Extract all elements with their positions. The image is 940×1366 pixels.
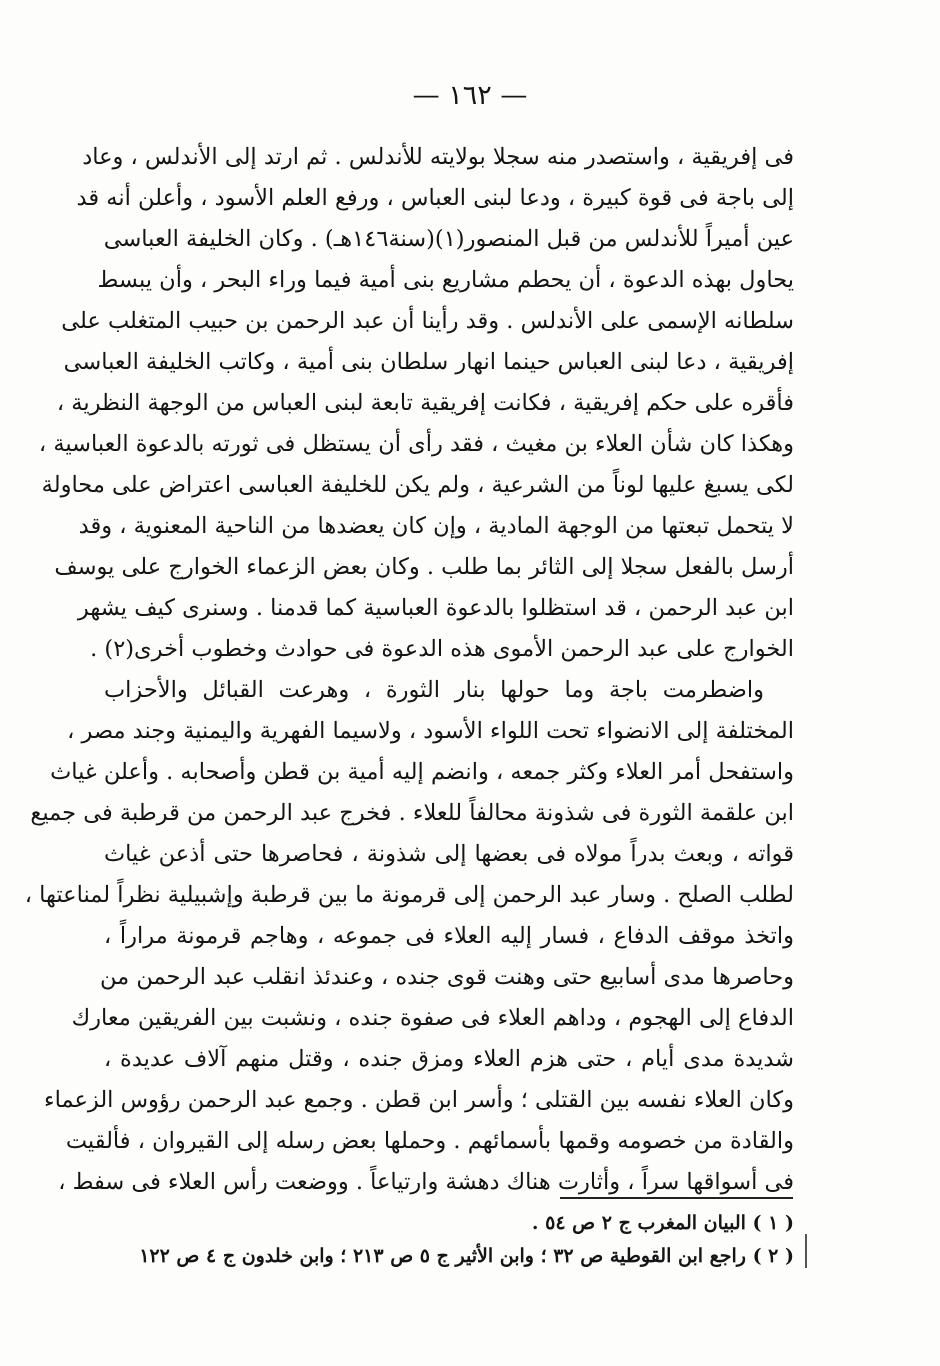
text-line: وكان العلاء نفسه بين القتلى ؛ وأسر ابن قطن . وجمع عبد الرحمن رؤوس الزعماء: [44, 1087, 794, 1113]
text-line: لا يتحمل تبعتها من الوجهة المادية ، وإن كان يعضدها من الناحية المعنوية ، وقد: [78, 513, 794, 539]
margin-mark: [805, 1234, 807, 1268]
text-line: إلى باجة فى قوة كبيرة ، ودعا لبنى العباس ، ورفع العلم الأسود ، وأعلن أنه قد: [76, 185, 794, 211]
footnote-2: ( ٢ ) راجع ابن القوطية ص ٣٢ ؛ وابن الأثير ج ٥ ص ٢١٣ ؛ وابن خلدون ج ٤ ص ١٢٢: [139, 1245, 794, 1267]
text-line: يحاول بهذه الدعوة ، أن يحطم مشاريع بنى أمية فيما وراء البحر ، وأن يبسط: [97, 267, 794, 293]
text-line: واستفحل أمر العلاء وكثر جمعه ، وانضم إليه أمية بن قطن وأصحابه . وأعلن غياث: [50, 759, 794, 785]
text-line: واتخذ موقف الدفاع ، فسار إليه العلاء فى جموعه ، وهاجم قرمونة مراراً ،: [104, 923, 794, 949]
text-line: شديدة مدى أيام ، حتى هزم العلاء ومزق جنده ، وقتل منهم آلاف عديدة ،: [104, 1046, 794, 1072]
footnote-divider: [560, 1197, 793, 1199]
text-line: وحاصرها مدى أسابيع حتى وهنت قوى جنده ، وعندئذ انقلب عبد الرحمن من: [100, 964, 794, 990]
text-line: ابن علقمة الثورة فى شذونة محالفاً للعلاء . فخرج عبد الرحمن من قرطبة فى جميع: [30, 800, 794, 826]
text-line: الدفاع إلى الهجوم ، وداهم العلاء فى صفوة جنده ، ونشبت بين الفريقين معارك: [71, 1005, 794, 1031]
text-line: قواته ، وبعث بدراً مولاه فى بعضها إلى شذونة ، فحاصرها حتى أذعن غياث: [104, 841, 794, 867]
text-line: لكى يسبغ عليها لوناً من الشرعية ، ولم يكن للخليفة العباسى اعتراض على محاولة: [41, 472, 794, 498]
page-number: — ١٦٢ —: [412, 80, 528, 111]
text-line: عين أميراً للأندلس من قبل المنصور(١)(سنة١٤٦هـ) . وكان الخليفة العباسى: [103, 226, 794, 252]
body-text: [24, 137, 794, 1203]
text-line: فى إفريقية ، واستصدر منه سجلا بولايته للأندلس . ثم ارتد إلى الأندلس ، وعاد: [82, 144, 794, 170]
text-line: فأقره على حكم إفريقية ، فكانت إفريقية تابعة لبنى العباس من الوجهة النظرية ،: [56, 390, 794, 416]
footnotes: [100, 1207, 794, 1273]
text-line: لطلب الصلح . وسار عبد الرحمن إلى قرمونة ما بين قرطبة وإشبيلية نظراً لمناعتها ،: [24, 882, 794, 908]
text-line: إفريقية ، دعا لبنى العباس حينما انهار سلطان بنى أمية ، وكاتب الخليفة العباسى: [63, 349, 794, 375]
text-line: واضطرمت باجة وما حولها بنار الثورة ، وهرعت القبائل والأحزاب: [104, 677, 764, 703]
text-line: المختلفة إلى الانضواء تحت اللواء الأسود ، ولاسيما الفهرية واليمنية وجند مصر ،: [67, 718, 794, 744]
text-line: والقادة من خصومه وقمها بأسمائهم . وحملها بعض رسله إلى القيروان ، فألقيت: [65, 1128, 794, 1154]
text-line: الخوارج على عبد الرحمن الأموى هذه الدعوة فى حوادث وخطوب أخرى(٢) .: [90, 636, 794, 662]
text-line: وهكذا كان شأن العلاء بن مغيث ، فقد رأى أن يستظل فى ثورته بالدعوة العباسية ،: [38, 431, 794, 457]
text-line: فى أسواقها سراً ، وأثارت هناك دهشة وارتياعاً . ووضعت رأس العلاء فى سفط ،: [58, 1169, 794, 1195]
text-line: سلطانه الإسمى على الأندلس . وقد رأينا أن عبد الرحمن بن حبيب المتغلب على: [61, 308, 794, 334]
text-line: ابن عبد الرحمن ، قد استظلوا بالدعوة العباسية كما قدمنا . وسنرى كيف يشهر: [77, 595, 794, 621]
text-line: أرسل بالفعل سجلا إلى الثائر بما طلب . وكان بعض الزعماء الخوارج على يوسف: [54, 554, 794, 580]
footnote-1: ( ١ ) البيان المغرب ج ٢ ص ٥٤ .: [531, 1212, 794, 1234]
